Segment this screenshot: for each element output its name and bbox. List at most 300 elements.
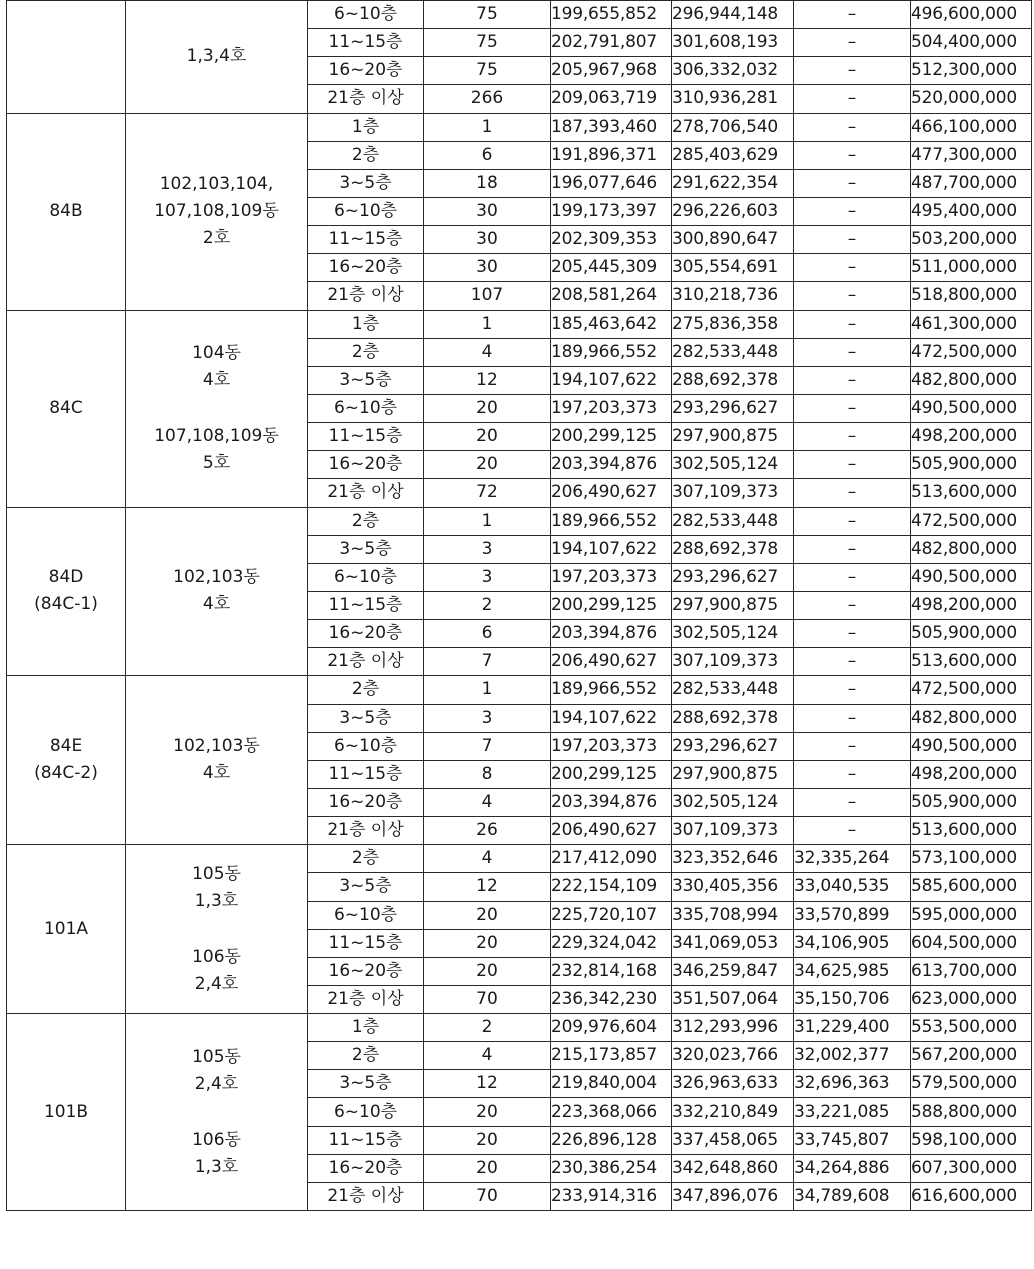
floor-cell: 11~15층 xyxy=(308,591,424,619)
floor-cell: 11~15층 xyxy=(308,226,424,254)
floor-cell: 1층 xyxy=(308,310,424,338)
land-price-cell: 226,896,128 xyxy=(551,1126,672,1154)
total-price-cell: 585,600,000 xyxy=(911,873,1032,901)
floor-cell: 16~20층 xyxy=(308,620,424,648)
land-price-cell: 189,966,552 xyxy=(551,676,672,704)
unit-count-cell: 7 xyxy=(424,648,551,676)
land-price-cell: 236,342,230 xyxy=(551,985,672,1013)
land-price-cell: 187,393,460 xyxy=(551,113,672,141)
land-price-cell: 199,173,397 xyxy=(551,197,672,225)
building-price-cell: 307,109,373 xyxy=(672,479,794,507)
table-row xyxy=(7,1,1032,29)
building-unit-label: 105동 xyxy=(192,863,241,884)
total-price-cell: 498,200,000 xyxy=(911,423,1032,451)
table-row xyxy=(7,1014,1032,1042)
line-gap xyxy=(126,915,307,944)
total-price-cell: 487,700,000 xyxy=(911,169,1032,197)
floor-cell: 21층 이상 xyxy=(308,282,424,310)
vat-cell: – xyxy=(794,57,911,85)
land-price-cell: 203,394,876 xyxy=(551,451,672,479)
building-price-cell: 310,218,736 xyxy=(672,282,794,310)
unit-count-cell: 75 xyxy=(424,57,551,85)
total-price-cell: 505,900,000 xyxy=(911,788,1032,816)
table-row xyxy=(7,113,1032,141)
floor-cell: 3~5층 xyxy=(308,873,424,901)
land-price-cell: 206,490,627 xyxy=(551,817,672,845)
building-price-cell: 288,692,378 xyxy=(672,366,794,394)
vat-cell: 32,002,377 xyxy=(794,1042,911,1070)
vat-cell: – xyxy=(794,254,911,282)
total-price-cell: 513,600,000 xyxy=(911,817,1032,845)
unit-type-label: 84B xyxy=(49,201,83,222)
unit-type-label: 84C xyxy=(49,398,83,419)
floor-cell: 11~15층 xyxy=(308,760,424,788)
unit-count-cell: 30 xyxy=(424,254,551,282)
vat-cell: – xyxy=(794,817,911,845)
vat-cell: – xyxy=(794,1,911,29)
building-price-cell: 285,403,629 xyxy=(672,141,794,169)
unit-count-cell: 30 xyxy=(424,226,551,254)
vat-cell: 33,040,535 xyxy=(794,873,911,901)
building-unit-label: 2호 xyxy=(202,228,231,249)
vat-cell: – xyxy=(794,704,911,732)
land-price-cell: 230,386,254 xyxy=(551,1154,672,1182)
total-price-cell: 513,600,000 xyxy=(911,648,1032,676)
building-unit-label: 4호 xyxy=(202,594,231,615)
land-price-cell: 203,394,876 xyxy=(551,788,672,816)
building-unit-label: 102,103동 xyxy=(173,567,260,588)
building-unit-label: 107,108,109동 xyxy=(154,201,279,222)
total-price-cell: 520,000,000 xyxy=(911,85,1032,113)
unit-type-label: 84D xyxy=(48,567,84,588)
unit-count-cell: 8 xyxy=(424,760,551,788)
unit-count-cell: 1 xyxy=(424,113,551,141)
total-price-cell: 573,100,000 xyxy=(911,845,1032,873)
building-price-cell: 297,900,875 xyxy=(672,423,794,451)
total-price-cell: 498,200,000 xyxy=(911,760,1032,788)
unit-type-cell xyxy=(7,1,126,114)
vat-cell: 32,335,264 xyxy=(794,845,911,873)
vat-cell: – xyxy=(794,226,911,254)
unit-count-cell: 20 xyxy=(424,423,551,451)
building-price-cell: 310,936,281 xyxy=(672,85,794,113)
floor-cell: 16~20층 xyxy=(308,957,424,985)
total-price-cell: 504,400,000 xyxy=(911,29,1032,57)
unit-count-cell: 30 xyxy=(424,197,551,225)
vat-cell: – xyxy=(794,113,911,141)
land-price-cell: 202,309,353 xyxy=(551,226,672,254)
building-price-cell: 347,896,076 xyxy=(672,1182,794,1210)
vat-cell: – xyxy=(794,169,911,197)
floor-cell: 6~10층 xyxy=(308,563,424,591)
unit-type-cell xyxy=(7,507,126,676)
total-price-cell: 472,500,000 xyxy=(911,676,1032,704)
floor-cell: 6~10층 xyxy=(308,1098,424,1126)
unit-count-cell: 20 xyxy=(424,451,551,479)
total-price-cell: 518,800,000 xyxy=(911,282,1032,310)
vat-cell: 35,150,706 xyxy=(794,985,911,1013)
building-unit-label: 104동 xyxy=(192,343,241,364)
unit-type-cell xyxy=(7,1014,126,1211)
floor-cell: 6~10층 xyxy=(308,901,424,929)
land-price-cell: 232,814,168 xyxy=(551,957,672,985)
floor-cell: 16~20층 xyxy=(308,451,424,479)
land-price-cell: 191,896,371 xyxy=(551,141,672,169)
unit-type-cell xyxy=(7,113,126,310)
floor-cell: 21층 이상 xyxy=(308,85,424,113)
line-gap xyxy=(126,394,307,423)
vat-cell: 34,789,608 xyxy=(794,1182,911,1210)
unit-count-cell: 4 xyxy=(424,788,551,816)
vat-cell: – xyxy=(794,282,911,310)
land-price-cell: 205,967,968 xyxy=(551,57,672,85)
building-price-cell: 302,505,124 xyxy=(672,620,794,648)
vat-cell: – xyxy=(794,563,911,591)
land-price-cell: 222,154,109 xyxy=(551,873,672,901)
floor-cell: 16~20층 xyxy=(308,1154,424,1182)
building-unit-label: 102,103동 xyxy=(173,736,260,757)
land-price-cell: 217,412,090 xyxy=(551,845,672,873)
floor-cell: 16~20층 xyxy=(308,254,424,282)
building-price-cell: 326,963,633 xyxy=(672,1070,794,1098)
building-price-cell: 300,890,647 xyxy=(672,226,794,254)
building-unit-label: 1,3호 xyxy=(194,890,239,911)
total-price-cell: 461,300,000 xyxy=(911,310,1032,338)
total-price-cell: 613,700,000 xyxy=(911,957,1032,985)
land-price-cell: 197,203,373 xyxy=(551,394,672,422)
total-price-cell: 505,900,000 xyxy=(911,451,1032,479)
land-price-cell: 189,966,552 xyxy=(551,338,672,366)
total-price-cell: 482,800,000 xyxy=(911,704,1032,732)
land-price-cell: 223,368,066 xyxy=(551,1098,672,1126)
vat-cell: – xyxy=(794,591,911,619)
vat-cell: – xyxy=(794,366,911,394)
total-price-cell: 616,600,000 xyxy=(911,1182,1032,1210)
land-price-cell: 206,490,627 xyxy=(551,648,672,676)
building-price-cell: 301,608,193 xyxy=(672,29,794,57)
land-price-cell: 206,490,627 xyxy=(551,479,672,507)
land-price-cell: 215,173,857 xyxy=(551,1042,672,1070)
building-price-cell: 346,259,847 xyxy=(672,957,794,985)
unit-type-cell xyxy=(7,676,126,845)
total-price-cell: 607,300,000 xyxy=(911,1154,1032,1182)
vat-cell: – xyxy=(794,141,911,169)
floor-cell: 2층 xyxy=(308,141,424,169)
unit-type-cell xyxy=(7,310,126,507)
unit-count-cell: 3 xyxy=(424,535,551,563)
total-price-cell: 482,800,000 xyxy=(911,535,1032,563)
building-price-cell: 302,505,124 xyxy=(672,451,794,479)
vat-cell: – xyxy=(794,85,911,113)
building-price-cell: 332,210,849 xyxy=(672,1098,794,1126)
land-price-cell: 197,203,373 xyxy=(551,732,672,760)
building-unit-label: 102,103,104, xyxy=(159,174,274,195)
unit-count-cell: 75 xyxy=(424,1,551,29)
table-row xyxy=(7,507,1032,535)
building-unit-label: 4호 xyxy=(202,763,231,784)
unit-count-cell: 20 xyxy=(424,1154,551,1182)
total-price-cell: 623,000,000 xyxy=(911,985,1032,1013)
unit-count-cell: 75 xyxy=(424,29,551,57)
vat-cell: – xyxy=(794,451,911,479)
total-price-cell: 472,500,000 xyxy=(911,507,1032,535)
land-price-cell: 225,720,107 xyxy=(551,901,672,929)
building-price-cell: 307,109,373 xyxy=(672,648,794,676)
building-unit-label: 4호 xyxy=(202,370,231,391)
unit-count-cell: 4 xyxy=(424,845,551,873)
unit-count-cell: 6 xyxy=(424,620,551,648)
floor-cell: 6~10층 xyxy=(308,197,424,225)
building-unit-label: 1,3호 xyxy=(194,1156,239,1177)
floor-cell: 3~5층 xyxy=(308,169,424,197)
building-price-cell: 293,296,627 xyxy=(672,563,794,591)
building-price-cell: 307,109,373 xyxy=(672,817,794,845)
land-price-cell: 209,976,604 xyxy=(551,1014,672,1042)
floor-cell: 11~15층 xyxy=(308,29,424,57)
building-unit-cell xyxy=(126,845,308,1014)
vat-cell: – xyxy=(794,394,911,422)
total-price-cell: 579,500,000 xyxy=(911,1070,1032,1098)
building-price-cell: 351,507,064 xyxy=(672,985,794,1013)
vat-cell: – xyxy=(794,620,911,648)
vat-cell: 33,745,807 xyxy=(794,1126,911,1154)
vat-cell: – xyxy=(794,423,911,451)
floor-cell: 21층 이상 xyxy=(308,479,424,507)
unit-count-cell: 72 xyxy=(424,479,551,507)
land-price-cell: 229,324,042 xyxy=(551,929,672,957)
vat-cell: – xyxy=(794,788,911,816)
unit-type-cell xyxy=(7,845,126,1014)
building-price-cell: 297,900,875 xyxy=(672,591,794,619)
floor-cell: 3~5층 xyxy=(308,704,424,732)
land-price-cell: 209,063,719 xyxy=(551,85,672,113)
floor-cell: 21층 이상 xyxy=(308,817,424,845)
unit-count-cell: 20 xyxy=(424,957,551,985)
unit-count-cell: 1 xyxy=(424,507,551,535)
land-price-cell: 219,840,004 xyxy=(551,1070,672,1098)
vat-cell: – xyxy=(794,535,911,563)
land-price-cell: 200,299,125 xyxy=(551,760,672,788)
land-price-cell: 208,581,264 xyxy=(551,282,672,310)
building-price-cell: 320,023,766 xyxy=(672,1042,794,1070)
floor-cell: 6~10층 xyxy=(308,394,424,422)
land-price-cell: 233,914,316 xyxy=(551,1182,672,1210)
building-unit-label: 5호 xyxy=(202,453,231,474)
floor-cell: 1층 xyxy=(308,1014,424,1042)
vat-cell: 32,696,363 xyxy=(794,1070,911,1098)
floor-cell: 21층 이상 xyxy=(308,1182,424,1210)
total-price-cell: 604,500,000 xyxy=(911,929,1032,957)
building-unit-cell xyxy=(126,676,308,845)
unit-count-cell: 20 xyxy=(424,1098,551,1126)
vat-cell: – xyxy=(794,676,911,704)
total-price-cell: 477,300,000 xyxy=(911,141,1032,169)
floor-cell: 11~15층 xyxy=(308,929,424,957)
unit-type-label: (84C-2) xyxy=(34,763,98,784)
unit-count-cell: 2 xyxy=(424,591,551,619)
total-price-cell: 495,400,000 xyxy=(911,197,1032,225)
unit-count-cell: 12 xyxy=(424,366,551,394)
floor-cell: 16~20층 xyxy=(308,788,424,816)
land-price-cell: 205,445,309 xyxy=(551,254,672,282)
vat-cell: 34,264,886 xyxy=(794,1154,911,1182)
building-unit-cell xyxy=(126,310,308,507)
building-price-cell: 278,706,540 xyxy=(672,113,794,141)
floor-cell: 2층 xyxy=(308,507,424,535)
unit-count-cell: 70 xyxy=(424,1182,551,1210)
floor-cell: 1층 xyxy=(308,113,424,141)
building-price-cell: 291,622,354 xyxy=(672,169,794,197)
unit-count-cell: 4 xyxy=(424,1042,551,1070)
floor-cell: 6~10층 xyxy=(308,732,424,760)
unit-count-cell: 266 xyxy=(424,85,551,113)
unit-count-cell: 12 xyxy=(424,1070,551,1098)
building-price-cell: 296,944,148 xyxy=(672,1,794,29)
building-price-cell: 337,458,065 xyxy=(672,1126,794,1154)
unit-count-cell: 3 xyxy=(424,704,551,732)
unit-count-cell: 1 xyxy=(424,310,551,338)
floor-cell: 11~15층 xyxy=(308,423,424,451)
total-price-cell: 482,800,000 xyxy=(911,366,1032,394)
floor-cell: 21층 이상 xyxy=(308,985,424,1013)
total-price-cell: 490,500,000 xyxy=(911,732,1032,760)
vat-cell: 34,625,985 xyxy=(794,957,911,985)
building-price-cell: 342,648,860 xyxy=(672,1154,794,1182)
total-price-cell: 490,500,000 xyxy=(911,394,1032,422)
floor-cell: 3~5층 xyxy=(308,1070,424,1098)
land-price-cell: 194,107,622 xyxy=(551,535,672,563)
vat-cell: – xyxy=(794,197,911,225)
total-price-cell: 496,600,000 xyxy=(911,1,1032,29)
total-price-cell: 472,500,000 xyxy=(911,338,1032,366)
unit-count-cell: 70 xyxy=(424,985,551,1013)
floor-cell: 3~5층 xyxy=(308,366,424,394)
building-price-cell: 296,226,603 xyxy=(672,197,794,225)
total-price-cell: 595,000,000 xyxy=(911,901,1032,929)
table-body xyxy=(7,1,1032,1211)
building-unit-label: 2,4호 xyxy=(194,973,239,994)
total-price-cell: 503,200,000 xyxy=(911,226,1032,254)
total-price-cell: 505,900,000 xyxy=(911,620,1032,648)
unit-count-cell: 20 xyxy=(424,394,551,422)
unit-count-cell: 3 xyxy=(424,563,551,591)
unit-type-label: 101B xyxy=(43,1101,89,1122)
building-unit-label: 2,4호 xyxy=(194,1073,239,1094)
building-unit-label: 105동 xyxy=(192,1046,241,1067)
total-price-cell: 498,200,000 xyxy=(911,591,1032,619)
total-price-cell: 598,100,000 xyxy=(911,1126,1032,1154)
building-price-cell: 305,554,691 xyxy=(672,254,794,282)
floor-cell: 2층 xyxy=(308,1042,424,1070)
building-price-cell: 293,296,627 xyxy=(672,732,794,760)
building-price-cell: 282,533,448 xyxy=(672,676,794,704)
land-price-cell: 203,394,876 xyxy=(551,620,672,648)
total-price-cell: 511,000,000 xyxy=(911,254,1032,282)
building-price-cell: 282,533,448 xyxy=(672,507,794,535)
building-price-cell: 288,692,378 xyxy=(672,535,794,563)
building-price-cell: 275,836,358 xyxy=(672,310,794,338)
floor-cell: 11~15층 xyxy=(308,1126,424,1154)
unit-count-cell: 4 xyxy=(424,338,551,366)
land-price-cell: 194,107,622 xyxy=(551,704,672,732)
land-price-cell: 200,299,125 xyxy=(551,423,672,451)
building-unit-cell xyxy=(126,1014,308,1211)
building-price-cell: 288,692,378 xyxy=(672,704,794,732)
supply-price-table xyxy=(6,0,1032,1211)
building-price-cell: 302,505,124 xyxy=(672,788,794,816)
building-price-cell: 312,293,996 xyxy=(672,1014,794,1042)
unit-count-cell: 6 xyxy=(424,141,551,169)
building-price-cell: 297,900,875 xyxy=(672,760,794,788)
land-price-cell: 202,791,807 xyxy=(551,29,672,57)
vat-cell: – xyxy=(794,732,911,760)
building-price-cell: 282,533,448 xyxy=(672,338,794,366)
land-price-cell: 196,077,646 xyxy=(551,169,672,197)
building-unit-cell xyxy=(126,1,308,114)
vat-cell: – xyxy=(794,479,911,507)
unit-type-label: 101A xyxy=(43,918,89,939)
building-unit-label: 107,108,109동 xyxy=(154,426,279,447)
unit-count-cell: 20 xyxy=(424,1126,551,1154)
building-price-cell: 306,332,032 xyxy=(672,57,794,85)
building-unit-cell xyxy=(126,507,308,676)
total-price-cell: 490,500,000 xyxy=(911,563,1032,591)
unit-count-cell: 12 xyxy=(424,873,551,901)
building-unit-label: 106동 xyxy=(192,946,241,967)
land-price-cell: 197,203,373 xyxy=(551,563,672,591)
table-row xyxy=(7,676,1032,704)
vat-cell: 31,229,400 xyxy=(794,1014,911,1042)
building-unit-cell xyxy=(126,113,308,310)
table-row xyxy=(7,310,1032,338)
unit-count-cell: 20 xyxy=(424,901,551,929)
vat-cell: – xyxy=(794,648,911,676)
floor-cell: 16~20층 xyxy=(308,57,424,85)
land-price-cell: 199,655,852 xyxy=(551,1,672,29)
unit-count-cell: 20 xyxy=(424,929,551,957)
table-row xyxy=(7,845,1032,873)
floor-cell: 3~5층 xyxy=(308,535,424,563)
floor-cell: 2층 xyxy=(308,676,424,704)
unit-count-cell: 18 xyxy=(424,169,551,197)
unit-type-label: 84E xyxy=(49,736,83,757)
building-price-cell: 330,405,356 xyxy=(672,873,794,901)
vat-cell: – xyxy=(794,507,911,535)
vat-cell: – xyxy=(794,310,911,338)
floor-cell: 2층 xyxy=(308,338,424,366)
total-price-cell: 513,600,000 xyxy=(911,479,1032,507)
unit-count-cell: 2 xyxy=(424,1014,551,1042)
vat-cell: 33,221,085 xyxy=(794,1098,911,1126)
unit-count-cell: 26 xyxy=(424,817,551,845)
unit-count-cell: 107 xyxy=(424,282,551,310)
total-price-cell: 466,100,000 xyxy=(911,113,1032,141)
land-price-cell: 200,299,125 xyxy=(551,591,672,619)
land-price-cell: 185,463,642 xyxy=(551,310,672,338)
building-price-cell: 341,069,053 xyxy=(672,929,794,957)
vat-cell: – xyxy=(794,338,911,366)
vat-cell: – xyxy=(794,760,911,788)
floor-cell: 2층 xyxy=(308,845,424,873)
unit-type-label: (84C-1) xyxy=(34,594,98,615)
building-unit-label: 1,3,4호 xyxy=(186,46,247,67)
land-price-cell: 194,107,622 xyxy=(551,366,672,394)
line-gap xyxy=(126,1098,307,1127)
vat-cell: 33,570,899 xyxy=(794,901,911,929)
building-price-cell: 293,296,627 xyxy=(672,394,794,422)
building-price-cell: 323,352,646 xyxy=(672,845,794,873)
unit-count-cell: 7 xyxy=(424,732,551,760)
